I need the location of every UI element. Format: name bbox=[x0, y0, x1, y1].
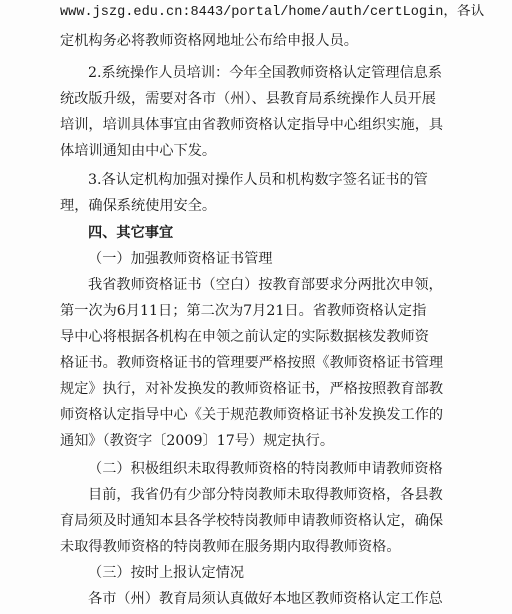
document-line: （二）积极组织未取得教师资格的特岗教师申请教师资格 bbox=[88, 461, 443, 477]
document-line: （三）按时上报认定情况 bbox=[88, 565, 245, 581]
document-line: 3.各认定机构加强对操作人员和机构数字签名证书的管 bbox=[88, 172, 428, 188]
document-line: 师资格认定指导中心《关于规范教师资格证书补发换发工作的 bbox=[60, 407, 444, 423]
document-line: 体培训通知由中心下发。 bbox=[60, 143, 217, 159]
document-line: 培训，培训具体事宜由省教师资格认定指导中心组织实施，具 bbox=[60, 117, 444, 133]
document-line: 目前，我省仍有少部分特岗教师未取得教师资格，各县教 bbox=[88, 487, 443, 503]
document-line: 规定》执行，对补发换发的教师资格证书，严格按照教育部教 bbox=[60, 381, 444, 397]
document-line: 第一次为6月11日；第二次为7月21日。省教师资格认定指 bbox=[60, 303, 427, 319]
document-line: 定机构务必将教师资格网地址公布给申报人员。 bbox=[60, 33, 358, 49]
document-line: 导中心将根据各机构在申领之前认定的实际数据核发教师资 bbox=[60, 329, 429, 345]
document-line: 未取得教师资格的特岗教师在服务期内取得教师资格。 bbox=[60, 539, 401, 555]
document-line: （一）加强教师资格证书管理 bbox=[88, 251, 273, 267]
document-line: 格证书。教师资格证书的管理要严格按照《教师资格证书管理 bbox=[60, 355, 444, 371]
document-line: 各市（州）教育局须认真做好本地区教师资格认定工作总 bbox=[88, 591, 443, 607]
document-line: 2.系统操作人员培训：今年全国教师资格认定管理信息系 bbox=[88, 65, 443, 81]
document-line: 育局须及时通知本县各学校特岗教师申请教师资格认定，确保 bbox=[60, 513, 444, 529]
document-line: 通知》（教资字〔2009〕17号）规定执行。 bbox=[60, 433, 335, 449]
document-line: www.jszg.edu.cn:8443/portal/home/auth/certLogin，各认 bbox=[60, 5, 485, 20]
document-line: 我省教师资格证书（空白）按教育部要求分两批次申领， bbox=[88, 277, 443, 293]
document-line: 四、其它事宜 bbox=[88, 225, 174, 241]
document-line: 统改版升级，需要对各市（州）、县教育局系统操作人员开展 bbox=[60, 91, 436, 107]
document-line: 理，确保系统使用安全。 bbox=[60, 198, 217, 214]
